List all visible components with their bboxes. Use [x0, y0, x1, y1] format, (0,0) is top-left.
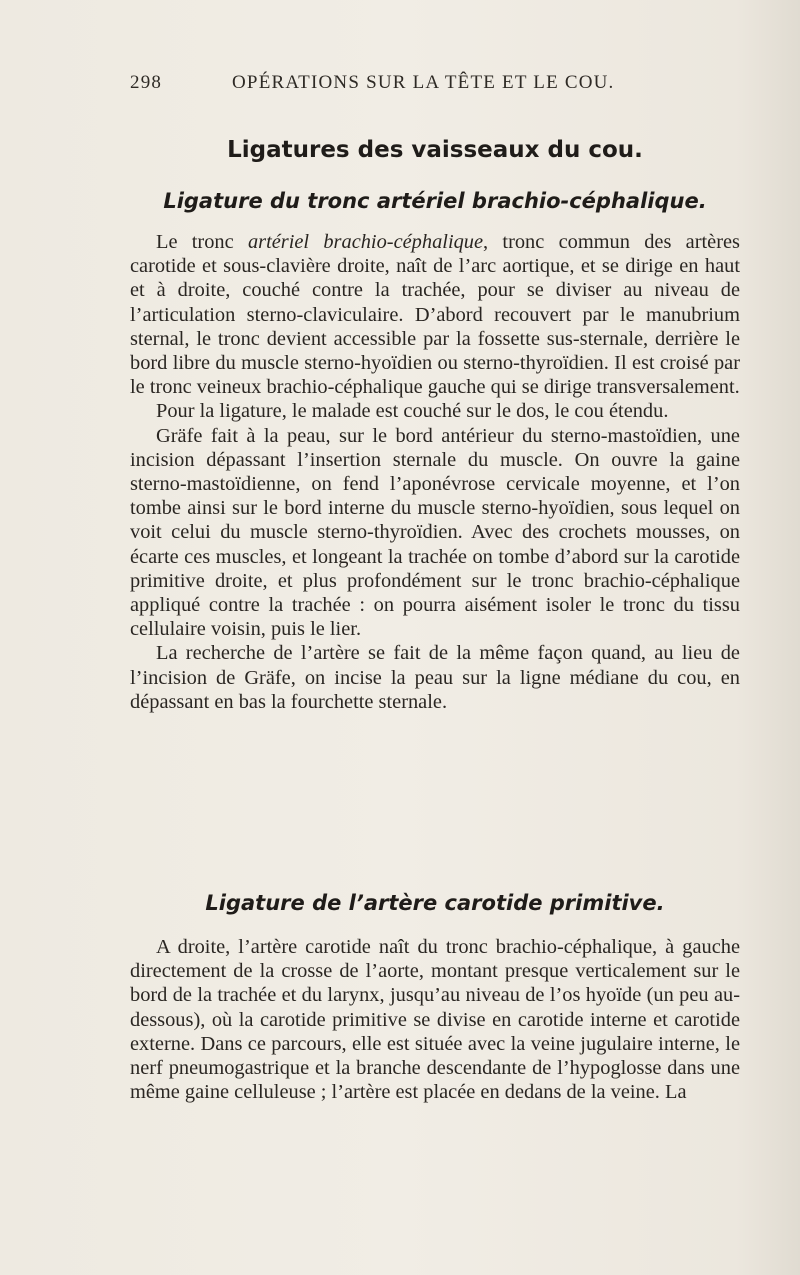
paragraph: Gräfe fait à la peau, sur le bord antérieur du sterno-mastoïdien, une incision dépassant l’insertion sternale du muscle. On ouvre la gaine sterno-mastoïdienne, on fend l’aponévrose cervicale moyenne, et l’on tombe ainsi sur le bord interne du muscle sterno-hyoïdien, sous lequel on voit celui du muscle sterno-thyroïdien. Avec des crochets mousses, on écarte ces muscles, et longeant la trachée on tombe d’abord sur la carotide primitive droite, et plus profondément sur le tronc brachio-céphalique appliqué contre la trachée : on pourra aisément isoler le tronc du tissu cellulaire voisin, puis le lier. [130, 424, 740, 641]
paragraph: A droite, l’artère carotide naît du tronc brachio-céphalique, à gauche directement de la crosse de l’aorte, montant presque verticalement sur le bord de la trachée et du larynx, jusqu’au niveau de l’os hyoïde (un peu au-dessous), où la carotide primitive se divise en carotide interne et carotide externe. Dans ce parcours, elle est située avec la veine jugulaire interne, le nerf pneumogastrique et la branche descendante de l’hypoglosse dans une même gaine celluleuse ; l’artère est placée en dedans de la veine. La [130, 936, 740, 1104]
subsection-title-carotid: Ligature de l’artère carotide primitive. [205, 891, 665, 915]
running-title: OPÉRATIONS SUR LA TÊTE ET LE COU. [232, 72, 615, 93]
section-title: Ligatures des vaisseaux du cou. [227, 137, 643, 163]
paragraph: La recherche de l’artère se fait de la même façon quand, au lieu de l’incision de Gräfe, on incise la peau sur la ligne médiane du cou, en dépassant en bas la fourchette sternale. [130, 642, 740, 713]
paragraph-text: Le tronc [156, 231, 248, 253]
text-block-carotid [130, 935, 740, 1104]
page-number: 298 [130, 72, 163, 93]
italic-term: artériel brachio-céphalique [247, 231, 484, 253]
running-head [130, 72, 740, 102]
text-block-brachio-cephalic [130, 230, 740, 714]
paragraph-text: , tronc commun des artères carotide et sous-clavière droite, naît de l’arc aortique, et se dirige en haut et à droite, couché contre la trachée, pour se diviser au niveau de l’articulation sterno-claviculaire. D’abord recouvert par le manubrium sternal, le tronc devient accessible par la fossette sus-sternale, derrière le bord libre du muscle sterno-hyoïdien ou sterno-thyroïdien. Il est croisé par le tronc veineux brachio-céphalique gauche qui se dirige transversalement. [130, 231, 740, 399]
paragraph [130, 230, 740, 399]
paragraph: Pour la ligature, le malade est couché sur le dos, le cou étendu. [156, 400, 669, 423]
subsection-title-brachio-cephalic: Ligature du tronc artériel brachio-céphalique. [163, 189, 707, 213]
